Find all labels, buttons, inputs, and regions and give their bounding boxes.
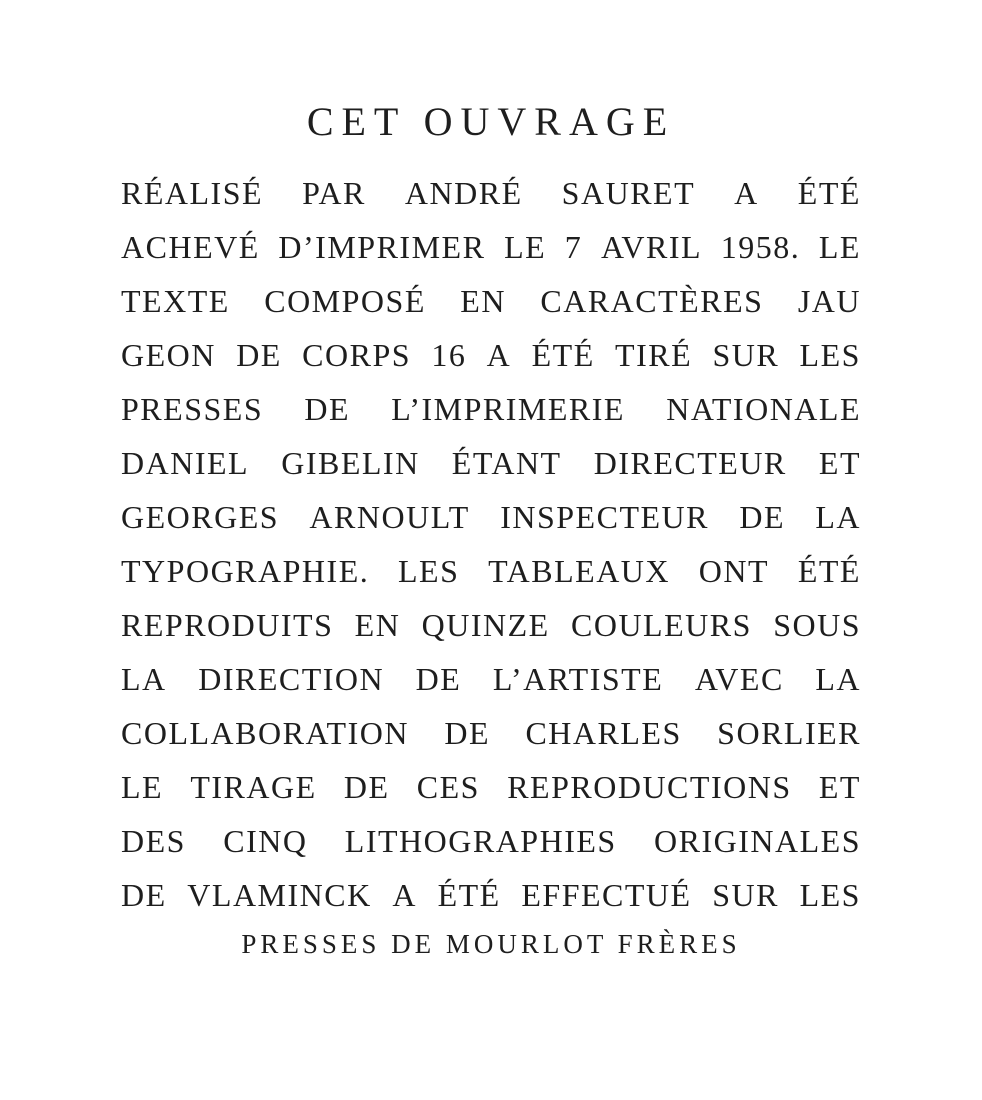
word: EN	[460, 283, 506, 319]
word: CES	[416, 769, 480, 805]
word: TIRAGE	[190, 769, 317, 805]
word: LE	[504, 229, 547, 265]
word: COMPOSÉ	[264, 283, 426, 319]
word: INSPECTEUR	[500, 499, 709, 535]
body-line	[121, 598, 861, 652]
word: REPRODUITS	[121, 607, 334, 643]
word: DES	[121, 823, 186, 859]
body-line	[121, 544, 861, 598]
word: REPRODUCTIONS	[507, 769, 792, 805]
word: DIRECTEUR	[593, 445, 787, 481]
word: DE	[343, 769, 390, 805]
body-line	[121, 220, 861, 274]
word: LES	[799, 877, 861, 913]
word: ÉTÉ	[437, 877, 501, 913]
word: DE	[121, 877, 167, 913]
word: PAR	[302, 175, 366, 211]
word: EN	[354, 607, 401, 643]
word: CARACTÈRES	[540, 283, 764, 319]
word: EFFECTUÉ	[521, 877, 692, 913]
body-line	[121, 760, 861, 814]
word: A	[486, 337, 512, 373]
word: L’ARTISTE	[492, 661, 664, 697]
word: TYPOGRAPHIE.	[121, 553, 370, 589]
word: L’IMPRIMERIE	[391, 391, 625, 427]
word: AVEC	[694, 661, 784, 697]
body-line	[121, 328, 861, 382]
word: CHARLES	[525, 715, 682, 751]
body-line	[121, 166, 861, 220]
body-line	[121, 382, 861, 436]
word: DE	[236, 337, 282, 373]
word: SAURET	[561, 175, 696, 211]
word: SUR	[712, 337, 780, 373]
word: GIBELIN	[281, 445, 420, 481]
word: AVRIL	[600, 229, 703, 265]
body-line	[121, 706, 861, 760]
word: PRESSES	[121, 391, 264, 427]
word: SOUS	[773, 607, 861, 643]
word: 1958.	[720, 229, 801, 265]
word: DE	[415, 661, 462, 697]
word: D’IMPRIMER	[278, 229, 486, 265]
word: NATIONALE	[666, 391, 861, 427]
word: LE	[121, 769, 164, 805]
word: DE	[739, 499, 785, 535]
word: 16	[431, 337, 467, 373]
body-line	[121, 652, 861, 706]
body-line	[121, 274, 861, 328]
word: TABLEAUX	[488, 553, 671, 589]
word: DANIEL	[121, 445, 250, 481]
word: LES	[398, 553, 460, 589]
colophon-body	[121, 166, 861, 922]
word: LES	[799, 337, 861, 373]
word: ANDRÉ	[404, 175, 523, 211]
word: ORIGINALES	[654, 823, 861, 859]
word: RÉALISÉ	[121, 175, 264, 211]
word: ARNOULT	[309, 499, 470, 535]
word: DE	[304, 391, 351, 427]
word: COLLABORATION	[121, 715, 409, 751]
body-line	[121, 814, 861, 868]
word: TEXTE	[121, 283, 230, 319]
word: JAU	[797, 283, 861, 319]
word: ÉTÉ	[797, 553, 861, 589]
body-line	[121, 490, 861, 544]
word: A	[734, 175, 759, 211]
word: GEORGES	[121, 499, 280, 535]
word: 7	[564, 229, 583, 265]
word: ET	[818, 445, 861, 481]
word: ET	[818, 769, 861, 805]
page-title: CET OUVRAGE	[306, 99, 676, 144]
word: LA	[121, 661, 167, 697]
word: ÉTÉ	[531, 337, 595, 373]
word: ÉTANT	[451, 445, 562, 481]
word: CORPS	[302, 337, 412, 373]
word: ACHEVÉ	[121, 229, 260, 265]
word: TIRÉ	[615, 337, 693, 373]
word: ONT	[698, 553, 770, 589]
word: DIRECTION	[198, 661, 385, 697]
word: A	[392, 877, 417, 913]
body-line	[121, 436, 861, 490]
closing-line: PRESSES DE MOURLOT FRÈRES	[241, 929, 741, 959]
word: GEON	[121, 337, 216, 373]
body-line	[121, 868, 861, 922]
word: LITHOGRAPHIES	[344, 823, 617, 859]
word: SUR	[712, 877, 779, 913]
word: ÉTÉ	[797, 175, 861, 211]
word: COULEURS	[570, 607, 752, 643]
word: LE	[818, 229, 861, 265]
word: CINQ	[223, 823, 308, 859]
word: LA	[815, 661, 861, 697]
word: QUINZE	[421, 607, 550, 643]
word: LA	[815, 499, 861, 535]
word: SORLIER	[717, 715, 861, 751]
word: DE	[444, 715, 491, 751]
word: VLAMINCK	[187, 877, 372, 913]
